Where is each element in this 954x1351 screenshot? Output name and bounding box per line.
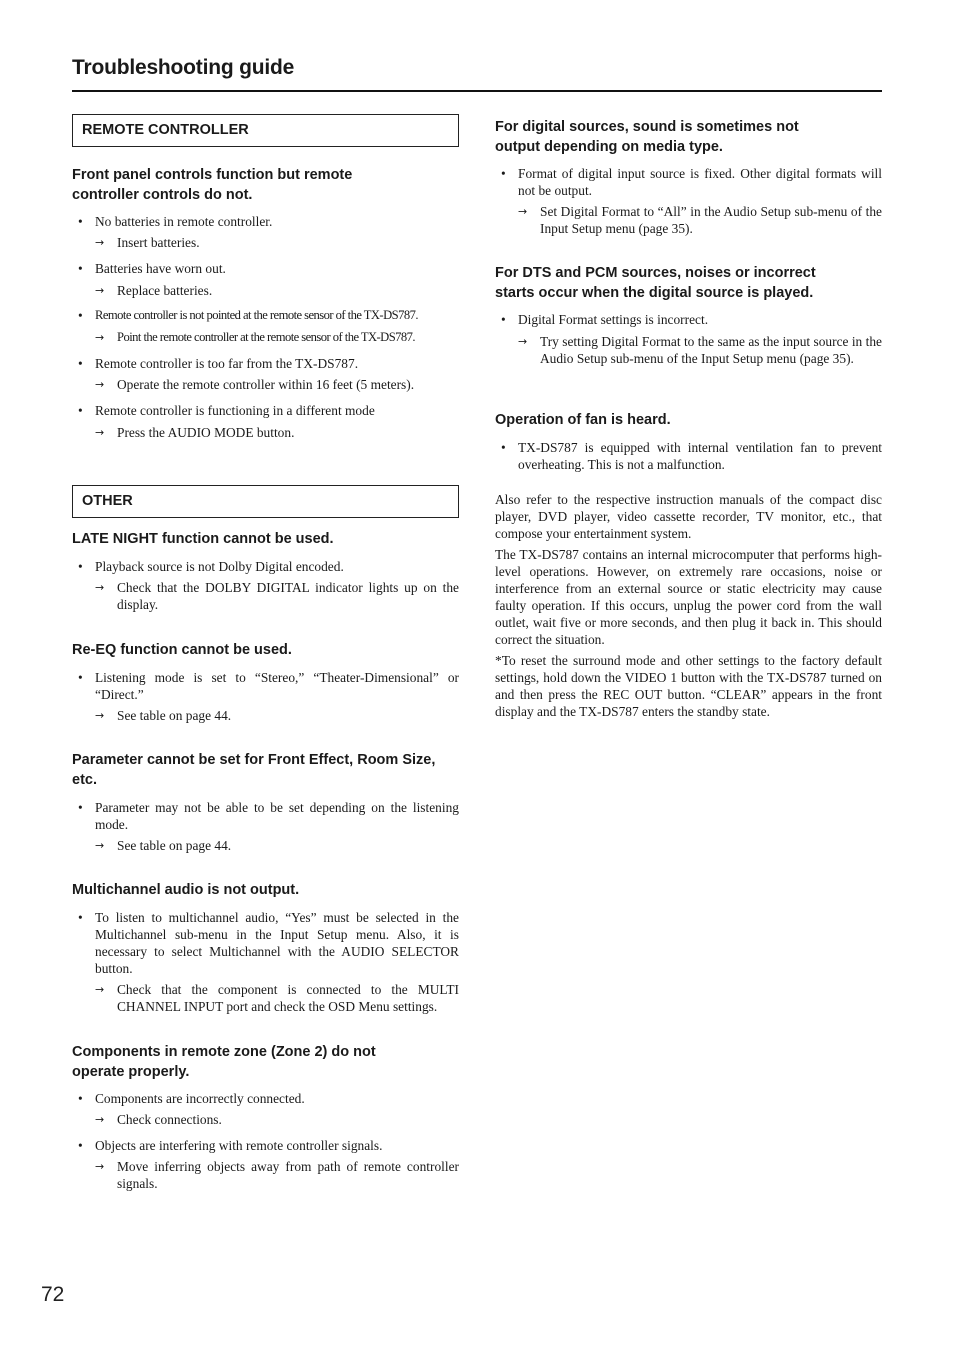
arrow-right-icon: →: [95, 581, 105, 594]
issue-heading-dts-pcm: [495, 264, 882, 303]
list-item-cause: [495, 439, 882, 473]
bullet-icon: •: [501, 312, 506, 327]
list-item-cause: [72, 669, 459, 703]
list-item-cause: [72, 799, 459, 833]
list-item-fix: [95, 1111, 459, 1128]
bullet-icon: •: [78, 910, 83, 925]
arrow-right-icon: →: [95, 284, 105, 297]
fix-text: Point the remote controller at the remote sensor of the TX-DS787.: [117, 330, 416, 344]
heading-line: controller controls do not.: [72, 186, 253, 203]
arrow-right-icon: →: [95, 1160, 105, 1173]
arrow-right-icon: →: [95, 426, 105, 439]
arrow-right-icon: →: [95, 236, 105, 249]
heading-line: For DTS and PCM sources, noises or incorrect: [495, 265, 816, 281]
issue-heading-remote: [72, 166, 459, 205]
bullet-icon: •: [78, 1091, 83, 1106]
list-item-cause: [72, 558, 459, 575]
fix-text: Check connections.: [117, 1112, 222, 1127]
cause-text: Parameter may not be able to be set depending on the listening mode.: [95, 800, 459, 832]
arrow-right-icon: →: [95, 378, 105, 391]
section-box-remote-controller: REMOTE CONTROLLER: [72, 114, 459, 147]
list-item-cause: [72, 909, 459, 977]
list-item-fix: [95, 1158, 459, 1192]
list-item-fix: [95, 981, 459, 1015]
issue-heading-zone2: [72, 1043, 459, 1082]
fix-text: Insert batteries.: [117, 235, 200, 250]
cause-text: Playback source is not Dolby Digital encoded.: [95, 559, 344, 574]
list-item-cause: [72, 1137, 459, 1154]
list-item-cause: [72, 1090, 459, 1107]
bullet-icon: •: [78, 261, 83, 276]
bullet-icon: •: [78, 403, 83, 418]
fix-text: Try setting Digital Format to the same as the input source in the Audio Setup sub-menu of the Input Setup menu (page 35).: [540, 334, 882, 366]
list-item-cause: [72, 213, 459, 230]
cause-text: Components are incorrectly connected.: [95, 1091, 305, 1106]
heading-line: output depending on media type.: [495, 138, 723, 155]
title-rule: [72, 90, 882, 92]
arrow-right-icon: →: [95, 983, 105, 996]
arrow-right-icon: →: [518, 205, 528, 218]
list-item-cause: [495, 165, 882, 199]
bullet-icon: •: [78, 559, 83, 574]
list-item-fix: [95, 376, 459, 393]
fix-text: Operate the remote controller within 16 feet (5 meters).: [117, 377, 415, 392]
bullet-icon: •: [78, 1138, 83, 1153]
fix-text: Replace batteries.: [117, 283, 213, 298]
fix-text: Set Digital Format to “All” in the Audio Setup sub-menu of the Input Setup menu (page 35).: [540, 204, 882, 236]
fix-text: See table on page 44.: [117, 838, 232, 853]
paragraph-microcomputer: The TX-DS787 contains an internal microcomputer that performs high-level operations. However, on extremely rare occasions, noise or interference from an external source or static electricity may cause faulty operation. If this occurs, unplug the power cord from the wall outlet, wait five or more seconds, and then plug it back in. This should correct the situation.: [495, 547, 882, 647]
list-item-fix: [95, 707, 459, 724]
cause-text: Objects are interfering with remote controller signals.: [95, 1138, 383, 1153]
list-item-cause: [72, 260, 459, 277]
heading-line: For digital sources, sound is sometimes not: [495, 119, 799, 135]
list-item-fix: [95, 282, 459, 299]
issue-heading-multichannel: Multichannel audio is not output.: [72, 882, 300, 898]
heading-line: Front panel controls function but remote: [72, 167, 353, 183]
cause-text: Digital Format settings is incorrect.: [518, 312, 709, 327]
bullet-icon: •: [78, 356, 83, 371]
cause-text: No batteries in remote controller.: [95, 214, 273, 229]
bullet-icon: •: [78, 670, 83, 685]
issue-heading-digital-sources: [495, 118, 882, 157]
fix-text: Check that the DOLBY DIGITAL indicator lights up on the display.: [117, 580, 459, 612]
cause-text: To listen to multichannel audio, “Yes” must be selected in the Multichannel sub-menu in the Input Setup menu. Also, it is necessary to select Multichannel with the AUDIO SELECTOR button.: [95, 910, 459, 976]
list-item-cause: [72, 402, 459, 419]
list-item-fix: [95, 837, 459, 854]
issue-heading-fan: Operation of fan is heard.: [495, 412, 671, 428]
bullet-icon: •: [78, 308, 83, 323]
bullet-icon: •: [501, 440, 506, 455]
heading-line: Components in remote zone (Zone 2) do not: [72, 1044, 376, 1060]
list-item-fix: [518, 203, 882, 237]
heading-line: operate properly.: [72, 1063, 190, 1080]
list-item-cause: [72, 307, 459, 324]
fix-text: Check that the component is connected to the MULTI CHANNEL INPUT port and check the OSD Menu settings.: [117, 982, 459, 1014]
cause-text: Listening mode is set to “Stereo,” “Theater-Dimensional” or “Direct.”: [95, 670, 459, 702]
issue-heading-reeq: Re-EQ function cannot be used.: [72, 642, 292, 658]
cause-text: Format of digital input source is fixed. Other digital formats will not be output.: [518, 166, 882, 198]
bullet-icon: •: [78, 214, 83, 229]
list-item-fix: [95, 579, 459, 613]
cause-text: Batteries have worn out.: [95, 261, 226, 276]
bullet-icon: •: [78, 800, 83, 815]
page-title: Troubleshooting guide: [72, 56, 295, 79]
cause-text: Remote controller is not pointed at the remote sensor of the TX-DS787.: [95, 308, 418, 322]
cause-text: Remote controller is functioning in a different mode: [95, 403, 375, 418]
arrow-right-icon: →: [95, 331, 105, 344]
cause-text: TX-DS787 is equipped with internal ventilation fan to prevent overheating. This is not a malfunction.: [518, 440, 882, 472]
issue-heading-late-night: LATE NIGHT function cannot be used.: [72, 531, 334, 547]
paragraph-factory-reset: *To reset the surround mode and other settings to the factory default settings, hold down the VIDEO 1 button with the TX-DS787 turned on and then press the REC OUT button. “CLEAR” appears in the front display and the TX-DS787 enters the standby state.: [495, 653, 882, 719]
arrow-right-icon: →: [95, 709, 105, 722]
list-item-cause: [72, 355, 459, 372]
fix-text: Move inferring objects away from path of remote controller signals.: [117, 1159, 459, 1191]
fix-text: Press the AUDIO MODE button.: [117, 425, 295, 440]
heading-line: starts occur when the digital source is played.: [495, 284, 814, 301]
list-item-fix: [95, 234, 459, 251]
arrow-right-icon: →: [95, 1113, 105, 1126]
list-item-cause: [495, 311, 882, 328]
page-number: 72: [41, 1283, 65, 1306]
cause-text: Remote controller is too far from the TX-DS787.: [95, 356, 359, 371]
arrow-right-icon: →: [95, 839, 105, 852]
issue-heading-parameter: Parameter cannot be set for Front Effect, Room Size, etc.: [72, 752, 436, 788]
bullet-icon: •: [501, 166, 506, 181]
paragraph-instruction-manuals: Also refer to the respective instruction manuals of the compact disc player, DVD player, video cassette recorder, TV monitor, etc., that compose your entertainment system.: [495, 492, 882, 541]
list-item-fix: [95, 329, 459, 346]
list-item-fix: [518, 333, 882, 367]
list-item-fix: [95, 424, 459, 441]
section-box-other: OTHER: [72, 485, 459, 518]
arrow-right-icon: →: [518, 335, 528, 348]
fix-text: See table on page 44.: [117, 708, 232, 723]
